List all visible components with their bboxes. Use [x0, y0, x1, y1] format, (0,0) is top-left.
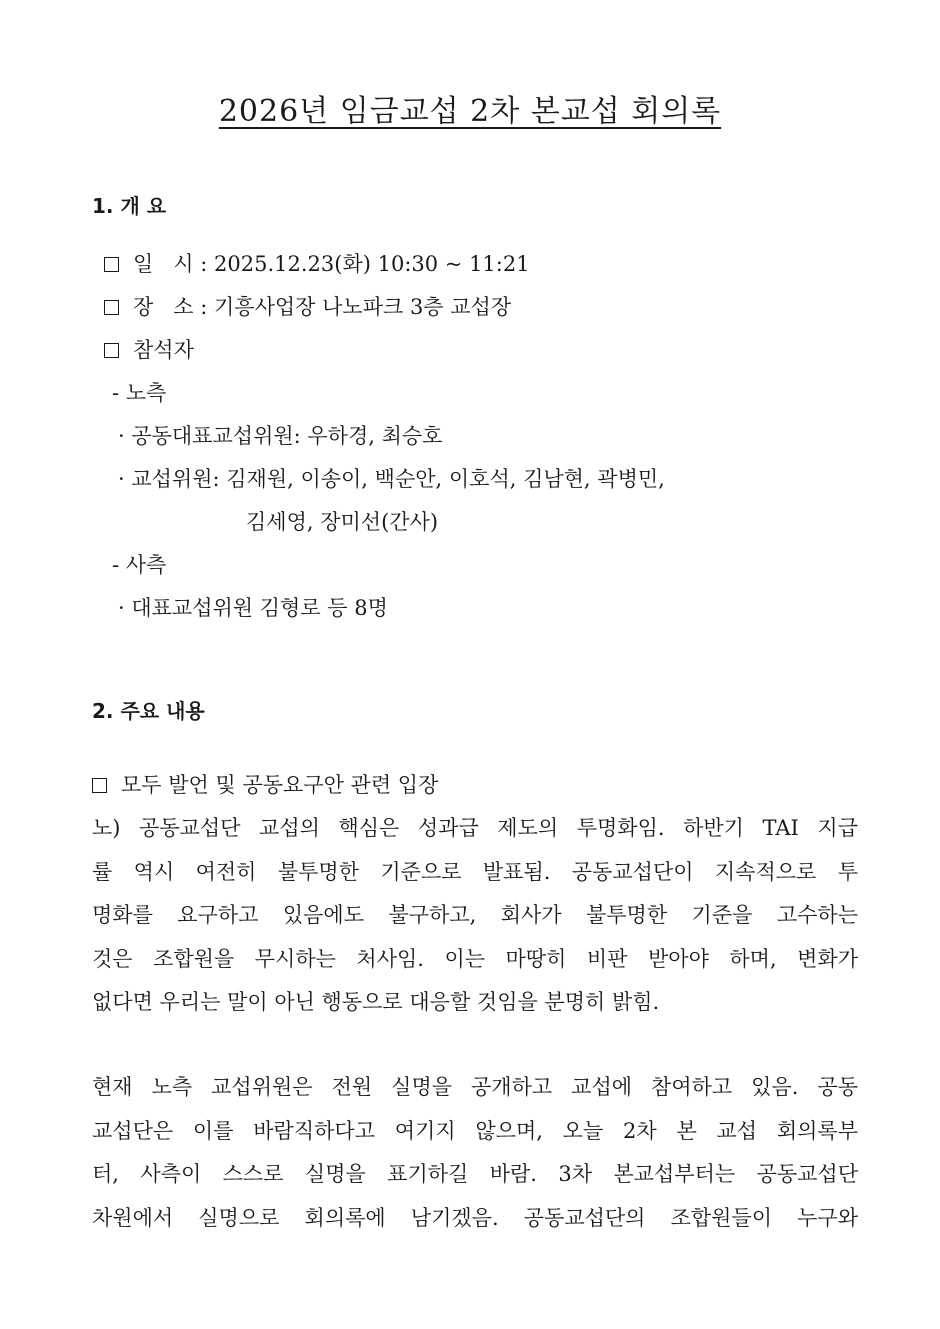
document-title: 2026년 임금교섭 2차 본교섭 회의록: [218, 94, 722, 129]
company-label: - 사측: [112, 553, 167, 577]
checkbox-icon: [104, 343, 119, 358]
paragraph-line: 터, 사측이 스스로 실명을 표기하길 바람. 3차 본교섭부터는 공동교섭단: [92, 1162, 858, 1186]
paragraph-line: 노) 공동교섭단 교섭의 핵심은 성과급 제도의 투명화임. 하반기 TAI 지급: [92, 816, 858, 840]
place-text: 장 소 : 기흥사업장 나노파크 3층 교섭장: [133, 295, 512, 319]
union-members-line-1: · 교섭위원: 김재원, 이송이, 백순안, 이호석, 김남현, 곽병민,: [118, 467, 665, 491]
paragraph-line: 명화를 요구하고 있음에도 불구하고, 회사가 불투명한 기준을 고수하는: [92, 903, 858, 927]
company-representatives: · 대표교섭위원 김형로 등 8명: [118, 596, 388, 620]
paragraph-names-disclosure: [92, 1066, 858, 1240]
section-1-heading: 1. 개 요: [92, 194, 167, 218]
paragraph-line: 현재 노측 교섭위원은 전원 실명을 공개하고 교섭에 참여하고 있음. 공동: [92, 1075, 858, 1099]
checkbox-icon: [104, 257, 119, 272]
attendees-label: 참석자: [133, 338, 194, 362]
topic-text: 모두 발언 및 공동요구안 관련 입장: [121, 773, 439, 797]
union-representatives: · 공동대표교섭위원: 우하경, 최승호: [118, 424, 443, 448]
paragraph-line: 교섭단은 이를 바람직하다고 여기지 않으며, 오늘 2차 본 교섭 회의록부: [92, 1118, 858, 1143]
section-2-heading: 2. 주요 내용: [92, 699, 205, 723]
topic-line: [92, 770, 438, 800]
paragraph-line: 없다면 우리는 말이 아닌 행동으로 대응할 것임을 분명히 밝힘.: [92, 990, 660, 1014]
paragraph-line: 률 역시 여전히 불투명한 기준으로 발표됨. 공동교섭단이 지속적으로 투: [92, 859, 858, 884]
paragraph-line: 차원에서 실명으로 회의록에 남기겠음. 공동교섭단의 조합원들이 누구와: [92, 1205, 858, 1230]
checkbox-icon: [92, 778, 107, 793]
date-text: 일 시 : 2025.12.23(화) 10:30 ~ 11:21: [133, 252, 530, 276]
attendees-line: [104, 335, 194, 365]
paragraph-union-statement: [92, 807, 858, 1025]
checkbox-icon: [104, 300, 119, 315]
union-label: - 노측: [112, 381, 167, 405]
union-members-line-2: 김세영, 장미선(간사): [246, 510, 439, 534]
date-line: [104, 249, 530, 279]
paragraph-line: 것은 조합원을 무시하는 처사임. 이는 마땅히 비판 받아야 하며, 변화가: [92, 946, 858, 971]
place-line: [104, 292, 511, 322]
